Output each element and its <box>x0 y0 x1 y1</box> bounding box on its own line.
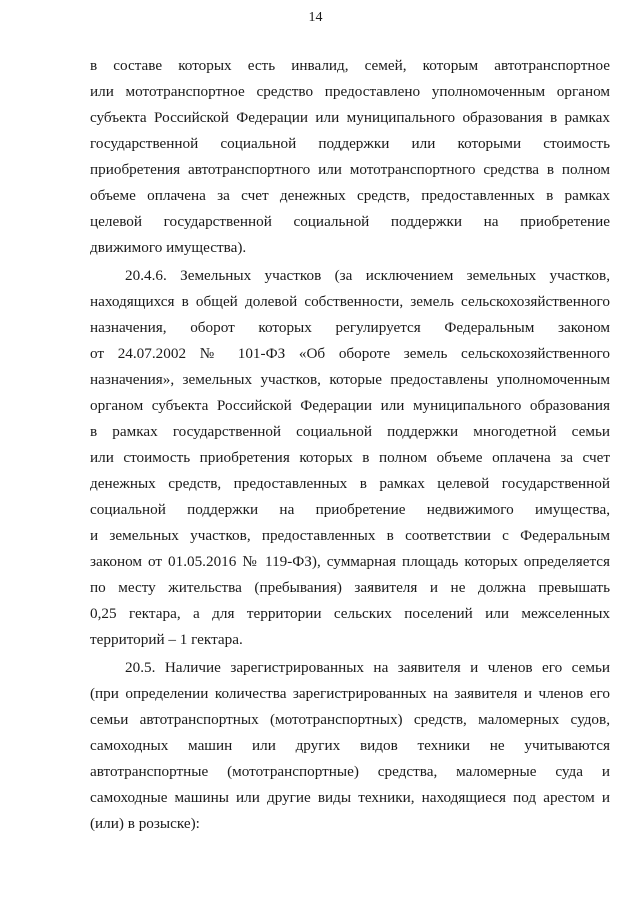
text-line: от 24.07.2002 № 101-ФЗ «Об обороте земель сельскохозяйственного <box>90 345 610 362</box>
text-line: государственной социальной поддержки или которыми стоимость <box>90 135 610 152</box>
paragraph-start-line: 20.4.6. Земельных участков (за исключением земельных участков, <box>125 267 610 284</box>
text-line: целевой государственной социальной поддержки на приобретение <box>90 213 610 230</box>
text-line: объеме оплачена за счет денежных средств, предоставленных в рамках <box>90 187 610 204</box>
text-line: в составе которых есть инвалид, семей, которым автотранспортное <box>90 57 610 74</box>
text-line: назначения, оборот которых регулируется Федеральным законом <box>90 319 610 336</box>
text-line: и земельных участков, предоставленных в соответствии с Федеральным <box>90 527 610 544</box>
text-line: территорий – 1 гектара. <box>90 631 243 648</box>
text-line: в рамках государственной социальной поддержки многодетной семьи <box>90 423 610 440</box>
text-line: автотранспортные (мототранспортные) средства, маломерные суда и <box>90 763 610 780</box>
paragraph-start-line: 20.5. Наличие зарегистрированных на заявителя и членов его семьи <box>125 659 610 676</box>
text-line: самоходные машины или другие виды техники, находящиеся под арестом и <box>90 789 610 806</box>
text-line: семьи автотранспортных (мототранспортных) средств, маломерных судов, <box>90 711 610 728</box>
text-line: (при определении количества зарегистрированных на заявителя и членов его <box>90 685 610 702</box>
text-line: органом субъекта Российской Федерации или муниципального образования <box>90 397 610 414</box>
text-line: законом от 01.05.2016 № 119-ФЗ), суммарная площадь которых определяется <box>90 553 610 570</box>
text-line: социальной поддержки на приобретение недвижимого имущества, <box>90 501 610 518</box>
text-line: самоходных машин или других видов техники не учитываются <box>90 737 610 754</box>
text-line: (или) в розыске): <box>90 815 200 832</box>
text-line: по месту жительства (пребывания) заявителя и не должна превышать <box>90 579 610 596</box>
text-line: субъекта Российской Федерации или муниципального образования в рамках <box>90 109 610 126</box>
text-line: находящихся в общей долевой собственности, земель сельскохозяйственного <box>90 293 610 310</box>
text-line: или мототранспортное средство предоставлено уполномоченным органом <box>90 83 610 100</box>
text-line: денежных средств, предоставленных в рамках целевой государственной <box>90 475 610 492</box>
text-line: назначения», земельных участков, которые предоставлены уполномоченным <box>90 371 610 388</box>
text-line: 0,25 гектара, а для территории сельских поселений или межселенных <box>90 605 610 622</box>
text-line: или стоимость приобретения которых в полном объеме оплачена за счет <box>90 449 610 466</box>
text-line: движимого имущества). <box>90 239 247 256</box>
text-line: приобретения автотранспортного или мототранспортного средства в полном <box>90 161 610 178</box>
page-number: 14 <box>308 10 323 25</box>
